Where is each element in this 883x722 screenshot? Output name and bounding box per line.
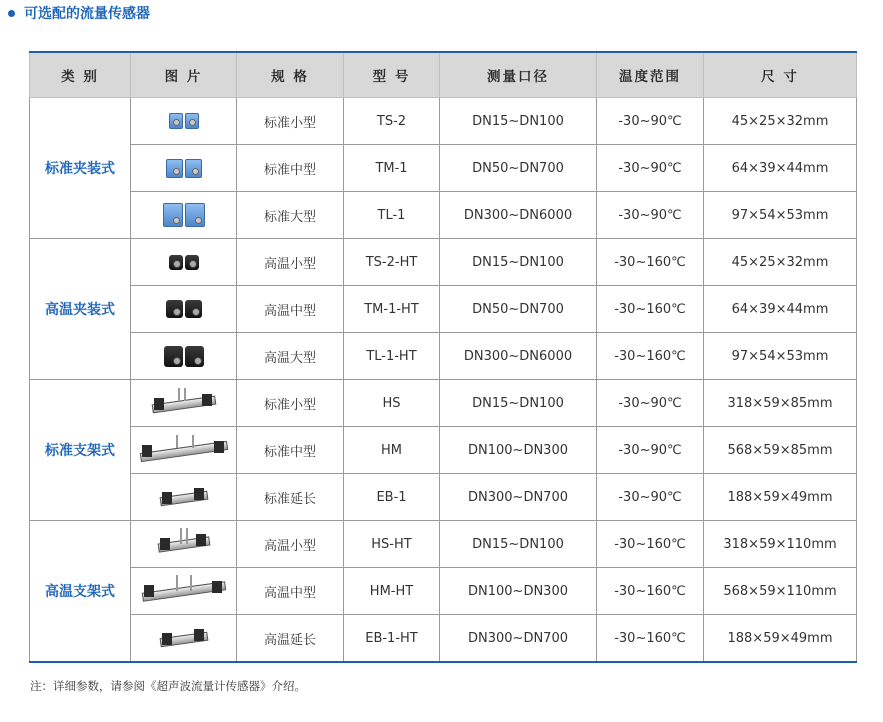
spec-cell: 标准小型 [237,98,344,145]
sensor-image [131,239,237,286]
table-row [30,286,857,333]
size-cell: 97×54×53mm [704,333,857,380]
header-range: 测量口径 [440,52,597,98]
category-cell: 高温夹装式 [30,239,131,380]
sensor-image [131,192,237,239]
size-cell: 64×39×44mm [704,145,857,192]
size-cell: 45×25×32mm [704,239,857,286]
model-cell: HM-HT [344,568,440,615]
table-row [30,568,857,615]
range-cell: DN100~DN300 [440,568,597,615]
temp-cell: -30~90℃ [597,427,704,474]
header-size: 尺 寸 [704,52,857,98]
model-cell: TL-1-HT [344,333,440,380]
model-cell: TM-1 [344,145,440,192]
spec-cell: 高温中型 [237,286,344,333]
rail-mount-sensor-icon [138,575,230,607]
table-row [30,192,857,239]
clamp-sensor-blue-icon [131,113,236,129]
size-cell: 64×39×44mm [704,286,857,333]
table-row [30,427,857,474]
temp-cell: -30~160℃ [597,333,704,380]
category-cell: 标准夹装式 [30,98,131,239]
table-row [30,145,857,192]
range-cell: DN300~DN700 [440,474,597,521]
spec-cell: 高温延长 [237,615,344,663]
spec-cell: 高温小型 [237,239,344,286]
size-cell: 188×59×49mm [704,474,857,521]
rail-mount-sensor-icon [154,528,214,560]
range-cell: DN15~DN100 [440,98,597,145]
range-cell: DN300~DN700 [440,615,597,663]
temp-cell: -30~90℃ [597,98,704,145]
range-cell: DN50~DN700 [440,145,597,192]
size-cell: 318×59×110mm [704,521,857,568]
range-cell: DN300~DN6000 [440,192,597,239]
header-model: 型 号 [344,52,440,98]
model-cell: TM-1-HT [344,286,440,333]
temp-cell: -30~160℃ [597,286,704,333]
size-cell: 97×54×53mm [704,192,857,239]
spec-cell: 标准大型 [237,192,344,239]
bullet-icon [8,10,15,17]
temp-cell: -30~90℃ [597,145,704,192]
sensor-image [131,521,237,568]
rail-mount-sensor-icon [148,388,220,418]
category-cell: 高温支架式 [30,521,131,663]
size-cell: 188×59×49mm [704,615,857,663]
table-row [30,239,857,286]
size-cell: 568×59×85mm [704,427,857,474]
clamp-sensor-blue-icon [131,203,236,227]
range-cell: DN15~DN100 [440,380,597,427]
spec-cell: 标准中型 [237,145,344,192]
clamp-sensor-black-icon [131,346,236,367]
spec-cell: 标准小型 [237,380,344,427]
clamp-sensor-blue-icon [131,159,236,178]
header-spec: 规 格 [237,52,344,98]
clamp-sensor-black-icon [131,300,236,318]
header-category: 类 别 [30,52,131,98]
temp-cell: -30~90℃ [597,380,704,427]
temp-cell: -30~90℃ [597,192,704,239]
range-cell: DN15~DN100 [440,521,597,568]
sensor-image [131,145,237,192]
table-row [30,615,857,663]
temp-cell: -30~160℃ [597,615,704,663]
category-cell: 标准支架式 [30,380,131,521]
spec-cell: 标准延长 [237,474,344,521]
spec-cell: 标准中型 [237,427,344,474]
footnote: 注：详细参数，请参阅《超声波流量计传感器》介绍。 [30,679,306,693]
temp-cell: -30~160℃ [597,521,704,568]
temp-cell: -30~160℃ [597,239,704,286]
range-cell: DN100~DN300 [440,427,597,474]
table-row [30,380,857,427]
size-cell: 45×25×32mm [704,98,857,145]
table-row [30,521,857,568]
model-cell: HS [344,380,440,427]
model-cell: HM [344,427,440,474]
model-cell: EB-1-HT [344,615,440,663]
model-cell: TS-2 [344,98,440,145]
section-title-text: 可选配的流量传感器 [24,6,150,22]
size-cell: 318×59×85mm [704,380,857,427]
spec-cell: 高温中型 [237,568,344,615]
table-row [30,333,857,380]
range-cell: DN50~DN700 [440,286,597,333]
sensor-spec-table [29,51,857,663]
table-header-row [30,52,857,98]
sensor-image [131,333,237,380]
model-cell: HS-HT [344,521,440,568]
sensor-image [131,615,237,663]
clamp-sensor-black-icon [131,255,236,270]
sensor-image [131,98,237,145]
model-cell: TS-2-HT [344,239,440,286]
rail-mount-sensor-icon [156,482,212,512]
temp-cell: -30~160℃ [597,568,704,615]
table-row [30,474,857,521]
spec-cell: 高温大型 [237,333,344,380]
rail-mount-sensor-icon [136,435,232,465]
range-cell: DN300~DN6000 [440,333,597,380]
sensor-image [131,380,237,427]
size-cell: 568×59×110mm [704,568,857,615]
sensor-image [131,427,237,474]
sensor-image [131,286,237,333]
sensor-image [131,568,237,615]
model-cell: EB-1 [344,474,440,521]
sensor-image [131,474,237,521]
section-title [8,2,150,24]
range-cell: DN15~DN100 [440,239,597,286]
header-picture: 图 片 [131,52,237,98]
temp-cell: -30~90℃ [597,474,704,521]
header-temp: 温度范围 [597,52,704,98]
model-cell: TL-1 [344,192,440,239]
table-row [30,98,857,145]
rail-mount-sensor-icon [156,623,212,653]
spec-cell: 高温小型 [237,521,344,568]
